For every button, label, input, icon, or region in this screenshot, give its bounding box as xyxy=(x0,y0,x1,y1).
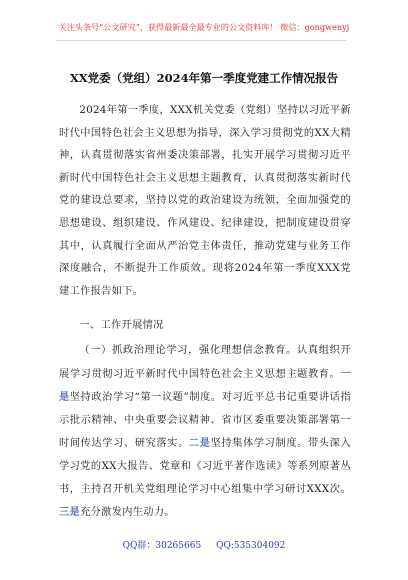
document-body xyxy=(59,100,351,525)
header-divider xyxy=(56,40,346,41)
subsection-text-c: 坚持集体学习制度。带头深入学习党的XX大报告、党章和《习近平著作选读》等系列原著丛书，主持召开机关党组理论学习中心组集中学习研讨XXX次。 xyxy=(59,438,351,495)
subsection-paragraph xyxy=(59,340,351,525)
footer-contact xyxy=(0,538,408,551)
footer-qq: QQ:535304092 xyxy=(216,541,286,551)
subsection-text-b: 坚持政治学习“第一议题”制度。对习近平总书记重要讲话指示批示精神、中央重要会议精神、省市区委重要决策部署第一时间传达学习、研究落实。 xyxy=(59,392,351,450)
footer-qq-group: QQ群：30265665 xyxy=(122,541,202,551)
promo-banner: 关注头条号“公文研究”，获得最新最全最专业的公文资料库！ 微信：gongwenyj xyxy=(58,23,350,32)
point-marker-2: 二是 xyxy=(188,437,211,450)
point-marker-1: 一是 xyxy=(59,367,351,404)
section-heading: 一、工作开展情况 xyxy=(79,320,164,332)
subsection-text-a: （一）抓政治理论学习，强化理想信念教育。认真组织开展学习贯彻习近平新时代中国特色社会主义思想主题教育。 xyxy=(59,344,351,380)
point-marker-3: 三是 xyxy=(59,506,81,519)
document-title: XX党委（党组）2024年第一季度党建工作情况报告 xyxy=(69,71,339,85)
intro-paragraph: 2024年第一季度，XXX机关党委（党组）坚持以习近平新时代中国特色社会主义思想为指导，深入学习贯彻党的XX大精神，认真贯彻落实省州委决策部署，扎实开展学习贯彻习近平新时代中国特色社会主义思想主题教育，认真贯彻落实新时代党的建设总要求，坚持以党的政治建设为统领，全面加强党的思想建设、组织建设、作风建设、纪律建设，把制度建设贯穿其中，认真履行全面从严治党主体责任，推动党建与业务工作深度融合，不断提升工作质效。现将2024年第一季度XXX党建工作报告如下。 xyxy=(59,105,351,297)
subsection-text-d: 充分激发内生动力。 xyxy=(80,507,175,519)
